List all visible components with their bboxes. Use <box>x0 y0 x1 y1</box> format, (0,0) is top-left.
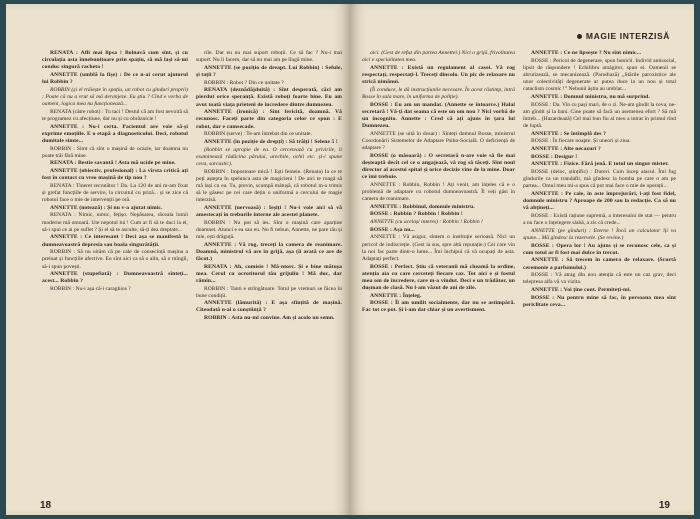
dialogue-paragraph: ANNETTE : Vă asigur, sîntem o instituție serioasă. Nici un pericol de indiscreție. (Gest la sus, spre altă reputație.) Cei care vin la noi fac parte dintr-o lume... Îmi închipui că vă ocupați de asta. Adaptați perfect. <box>362 234 515 262</box>
dialogue-paragraph: ROBBIN : Să nu uităm că pe cale de consecință mașina a preluat și funcțiile afective. Eu sînt aici ca să o alin, să o mîngîi, să-i spun povești. <box>42 249 188 270</box>
dialogue-paragraph: ANNETTE : Ce interesant ! Deci așa se manifestă la dumneavoastră depresia sau boala singurătății. <box>42 234 188 248</box>
dialogue-paragraph: RENATA : Bestie savantă ! Asta mă ucide pe mine. <box>50 160 176 167</box>
dialogue-paragraph: BOSSE : Așa nu... <box>370 226 415 233</box>
page-number: 19 <box>658 500 670 511</box>
left-page <box>6 4 350 515</box>
dialogue-paragraph: aici. (Gest de refuz din partea Annettei.) Nici o grijă, frivolitatea aici e specialitatea mea. <box>362 50 515 64</box>
dialogue-paragraph: ROBBIN (serve) : Te-am întrebat din ce unitate. <box>204 131 312 138</box>
dialogue-paragraph: BOSSE : Perfect. Știu că veteranii mă cheamă la ordine, atenția aia cu care cerceteți fiecare caz. Tot aici e și fostul meu om de încredere, care m-a vîndut. Deci e un trădător, un dușman de clasă. Nu l-am văzut de ani de zile. <box>362 263 515 291</box>
dialogue-paragraph: BOSSE : Da. Vin cu pași mari, de o zi. Ne-am gîndit la ceva, ne-am gîndit și la bani. Cine poate să facă un asemenea efort ? Să mă întreb... (Hazardează) Cel mai bun fiu al meu a intrat în primul rînd de luptă. <box>523 101 676 130</box>
dialogue-paragraph: BOSSE : În fiecare noapte. Și uneori și ziua. <box>531 138 631 145</box>
dialogue-paragraph: ANNETTE : Să trecem în camera de relaxare. (Scurtă ceremonie a parfumului.) <box>523 257 676 271</box>
dialogue-paragraph: ANNETTE (umblă la fișe) : De ce n-ai cerut ajutorul lui Robbin ? <box>42 71 188 86</box>
book-spread <box>6 4 694 515</box>
dialogue-paragraph: ANNETTE : Domnul ministru, nu mă surprind. <box>531 93 650 100</box>
dialogue-paragraph: ANNETTE : Pe cale, în aste împrejurări, i-ați fost fidel, domnule ministru ? Aproape de 200 sau la redacție. Ca să nu vă abțineți... <box>523 190 676 212</box>
dialogue-paragraph: BOSSE : Îl am umilit socialmente, dar nu se astîmpără. Fac tot ce pot. Și i-am dat chiar și un avertisment. <box>362 300 515 314</box>
dialogue-paragraph: ANNETTE : Ce ne lipsește ? Nu sînt nimic... <box>531 50 642 56</box>
dialogue-paragraph: BOSSE : Există rațiune supremă, a interesului de stat — pentru a nu face o înțelegere slabă, a zis că crede... <box>523 212 676 227</box>
dialogue-paragraph: ROBBIN : Asta nu-mi convine. Am și acolo un semn. <box>204 315 335 322</box>
dialogue-paragraph: ROBBIN : Nu-i așa că-i caraghios ? <box>50 286 131 292</box>
right-column-1 <box>362 50 515 490</box>
dialogue-paragraph: RENATA : Ah, comisie ! Mă-ntorc. Și e bine mătușa mea. Cerul cu ocrotitorul tău grijuliu ! Mă duc, dar rămîn... <box>196 263 342 284</box>
dialogue-paragraph: ANNETTE (obiectiv, profesional) : La vîrsta critică ați fost în contact cu vreo mașină de tip nou ? <box>42 168 188 182</box>
dialogue-paragraph: ANNETTE (în poziție de drepți) : Să trăiți ! Selene 5 ! <box>204 138 338 145</box>
dialogue-paragraph: RENATA : Nimic, nimic, fețișo. Nepăsarea, răceala lumii moderne mă omoară. Ute nepotul lui ! Cum ar fi să te duci la el, să-i spui ce ai pe suflet ? Și el să te asculte, să-ți dea dreptate... <box>42 212 188 233</box>
dialogue-paragraph: RENATA (către robot) : Tu taci ! Destul că am fost nevoită să te programez cu afecțiune, dar nu și cu obrăznicie ! <box>42 108 188 122</box>
header-title: MAGIE INTERZISĂ <box>585 31 670 41</box>
dialogue-paragraph: ANNETTE : Înțeleg. <box>370 292 422 299</box>
dialogue-paragraph: RENATA (deznădăjduită) : Sînt desperată, căci am pierdut orice speranță. Există roboți foarte bine. Eu am avut toată viața prieteni de încredere dintre dumnezeu. <box>196 87 342 108</box>
left-column-2 <box>196 50 342 490</box>
dialogue-paragraph: BOSSE (o măsoară) : O secretară n-are voie să fie mai deșteaptă decît cel ce o angajează, vă rog să tăceți. Sînt noul director al acestui spital și orice decizie vine de la mine. Doar ce îmi trebuie. <box>362 152 515 181</box>
dialogue-paragraph: ANNETTE (notează) : Și nu v-a ajutat nimic. <box>50 204 163 211</box>
right-page <box>350 4 694 515</box>
left-page-columns <box>42 50 342 490</box>
dialogue-paragraph: ANNETTE (se uită în dosar) : Sînteți domnul Bosse, ministrul Coordonării Sistemelor de Adaptare Psiho-Socială. O deficiență de adaptare ? <box>362 130 515 152</box>
dialogue-paragraph: ANNETTE (nervoasă) : Ieșiți ! Nu-i voie aici să vă amestecați în treburile interne ale acestei planete. <box>196 204 342 218</box>
dialogue-paragraph: (Îi conduce, le dă instrucțiunile necesare. În acest răstimp, intră Bosse în sala mare, în uniforma de poliție). <box>362 86 515 100</box>
dialogue-paragraph: ROBBIN : Robot ? Din ce unitate ? <box>204 79 284 86</box>
left-column-1 <box>42 50 188 490</box>
dialogue-paragraph: ANNETTE : Vă rog, treceți la camera de reanimare. Doamnă, ministrul vă are în grijă, așa (îi arată ce are de făcut.) <box>196 241 342 262</box>
right-page-columns <box>362 50 676 490</box>
dialogue-paragraph: BOSSE : Opera lor ! Au ajuns și se recunosc cele, ca și cum totul ar fi fost mai dulce în trecut. <box>523 242 676 256</box>
dialogue-paragraph: ANNETTE (pe gînduri) : Eterne ! Încă un calculator îți va spune... Mă gîndesc la rezervele. (Se revine.) <box>523 227 676 241</box>
dialogue-paragraph: BOSSE : Robbin ? Robbin ! Robbin ! <box>370 211 463 218</box>
dialogue-paragraph: ANNETTE (se pozițio de dreapt. Lui Robbin) : Sefule, și tații ? <box>196 64 342 78</box>
dialogue-paragraph: BOSSE : Eu am un mandat. (Annette se întoarce.) Halal secretară ! Vă-ți dat seama că este un om nou ? Nici vorbă de un incognito. Annette : Cred că ați ajuns în țara lui Dumnezeu. <box>362 101 515 130</box>
dialogue-paragraph: ANNETTE : Voi ține cont. Permiteți-mi. <box>531 287 631 293</box>
dialogue-paragraph: ANNETTE : Alte necazuri ? <box>531 146 601 153</box>
dialogue-paragraph: ANNETTE (stupefiată) : Dumneavoastră sînteți... acest... Robbin ? <box>42 271 188 285</box>
dialogue-paragraph: BOSSE (deloc, ștințific) : Dureri. Cum încep atacul. Îmi fug gîndurile ca un trandafir, mă gîndesc la bomba pe care o am pe partea... Omul meu mi-a spus că pot mai face o mie de operații... <box>523 169 676 190</box>
dialogue-paragraph: ROBBIN : Nu pot să ies. Sînt o mașină care aparține doamnei. Atunci e ea sau eu. Nu fi nebun, Annette, ne pare rău și mie, ești drăguță. <box>196 219 342 240</box>
dialogue-paragraph: ANNETTE (ironică) : Sînt fericită, doamnă. Vă recunosc. Faceți parte din categoria celor ce spun : E robot, dar e cumsecade. <box>196 109 342 130</box>
dialogue-paragraph: ANNETTE : Există un regulament al casei. Vă rog respectați, respectați-l. Treceți dincolo. Un pic de relaxare nu strică nimănui. <box>362 64 515 86</box>
dialogue-paragraph: BOSSE : Nu pentru mine să fac, în persoana mea sînt periclitate ceva... <box>523 294 676 308</box>
dialogue-paragraph: ANNETTE : Robbin, Robbin ! Ați venit, am înțeles că e o problemă de adaptare cu robotul dumneavoastră. Îl veți găsi în camera de reanimare. <box>362 181 515 203</box>
dialogue-paragraph: ANNETTE (cu același interes) : Robbin ! Robbin ! <box>370 219 483 226</box>
dialogue-paragraph: ROBBIN : Tanti e strîngătoare. Totul pe vremuri se făcea în bune condiții. <box>196 285 342 299</box>
dialogue-paragraph: BOSSE : Vă atrag din nou atenția că este un caz grav, deci telepresa alfa vă va vizita. <box>523 272 676 286</box>
dialogue-paragraph: ROBBIN : Simt că sînt o mașină de ocazie, iar doamna nu poate trăi fără mine. <box>42 145 188 159</box>
dialogue-paragraph: (Robbin se apropie de ea. O cercetează cu privirile, îi examinează rădăcina părului, urechile, ochii etc. și-i spune ceva, sarcastic). <box>196 146 342 167</box>
dialogue-paragraph: ANNETTE : Robbinul, domnule ministru. <box>370 203 475 210</box>
dialogue-paragraph: RENATA : Tineret recrutător ! Da. La 120 de ani m-am fixat și grefat funcțiile de servire, la circuitul cu priză... și se zice că robotul face o mie de intervenții pe oră. <box>42 182 188 204</box>
dialogue-paragraph: ANNETTE : Fizice. Fără jenă. E totul un singur mister. <box>531 161 669 168</box>
dialogue-paragraph: ANNETTE : Se întîmplă des ? <box>531 130 606 137</box>
page-number: 18 <box>40 500 52 511</box>
dialogue-paragraph: BOSSE : Desigur ! <box>531 153 578 160</box>
dialogue-paragraph: ANNETTE (lămurită) : E așa sfințită de mașină. Cîteodată n-ai o conștiință ? <box>196 300 342 314</box>
dialogue-paragraph: BOSSE : Pericol de degenerare, spun bunicii. Individ antisocial, lipsit de răspundere ! Echilibru amăgitor, spun ei. Oamenii se abrutizează, se mecanizează. (Parodiază) „Stările paroxistice ale unor colectivități degenerate ar putea duce la un nou și total cataclism cosmic !” Nebunii ăștia au umblat... <box>523 57 676 93</box>
running-header <box>577 31 670 41</box>
bullet-icon <box>577 34 582 39</box>
dialogue-paragraph: RENATA : Afli mai lipsa ! Bolnavă cum sînt, și cu circulația asta înnebunitoare prin spațiu, să mă lași să-mi conduc singură racheta ! <box>42 50 188 71</box>
dialogue-paragraph: rile. Dar eu nu mai suport roboții. Ce să fac ? Nu-i mai suport. Nu îi facem, dar să nu mai am pe lîngă mine. <box>196 50 342 64</box>
dialogue-paragraph: ROBBIN : Impostoare mică ! Ești femeie. (Renata) Ia ce te poți aștepta în spelunca asta de magicieni ! De aici te roagă să mă lași cu ea. Tu, previn, scumpă mătușă, că robotul m-a trimis să le găsesc pe cei care dețin o uniformă a cercului de magie interzisă. <box>196 168 342 204</box>
dialogue-paragraph: ANNETTE : Nu-i certa. Pacientul are voie să-și exprime emoțiile. E o etapă a diagnosticului. Deci, robotul dumitale simte... <box>42 123 188 144</box>
dialogue-paragraph: ROBBIN (și el trăiește în spațiu, un robot cu gînduri proprii) : Poate că nu a vrut să mă deranjeze. Eu știu ? Cînd e vorba de oameni, logica mea nu funcționează... <box>42 86 188 108</box>
right-column-2 <box>523 50 676 490</box>
